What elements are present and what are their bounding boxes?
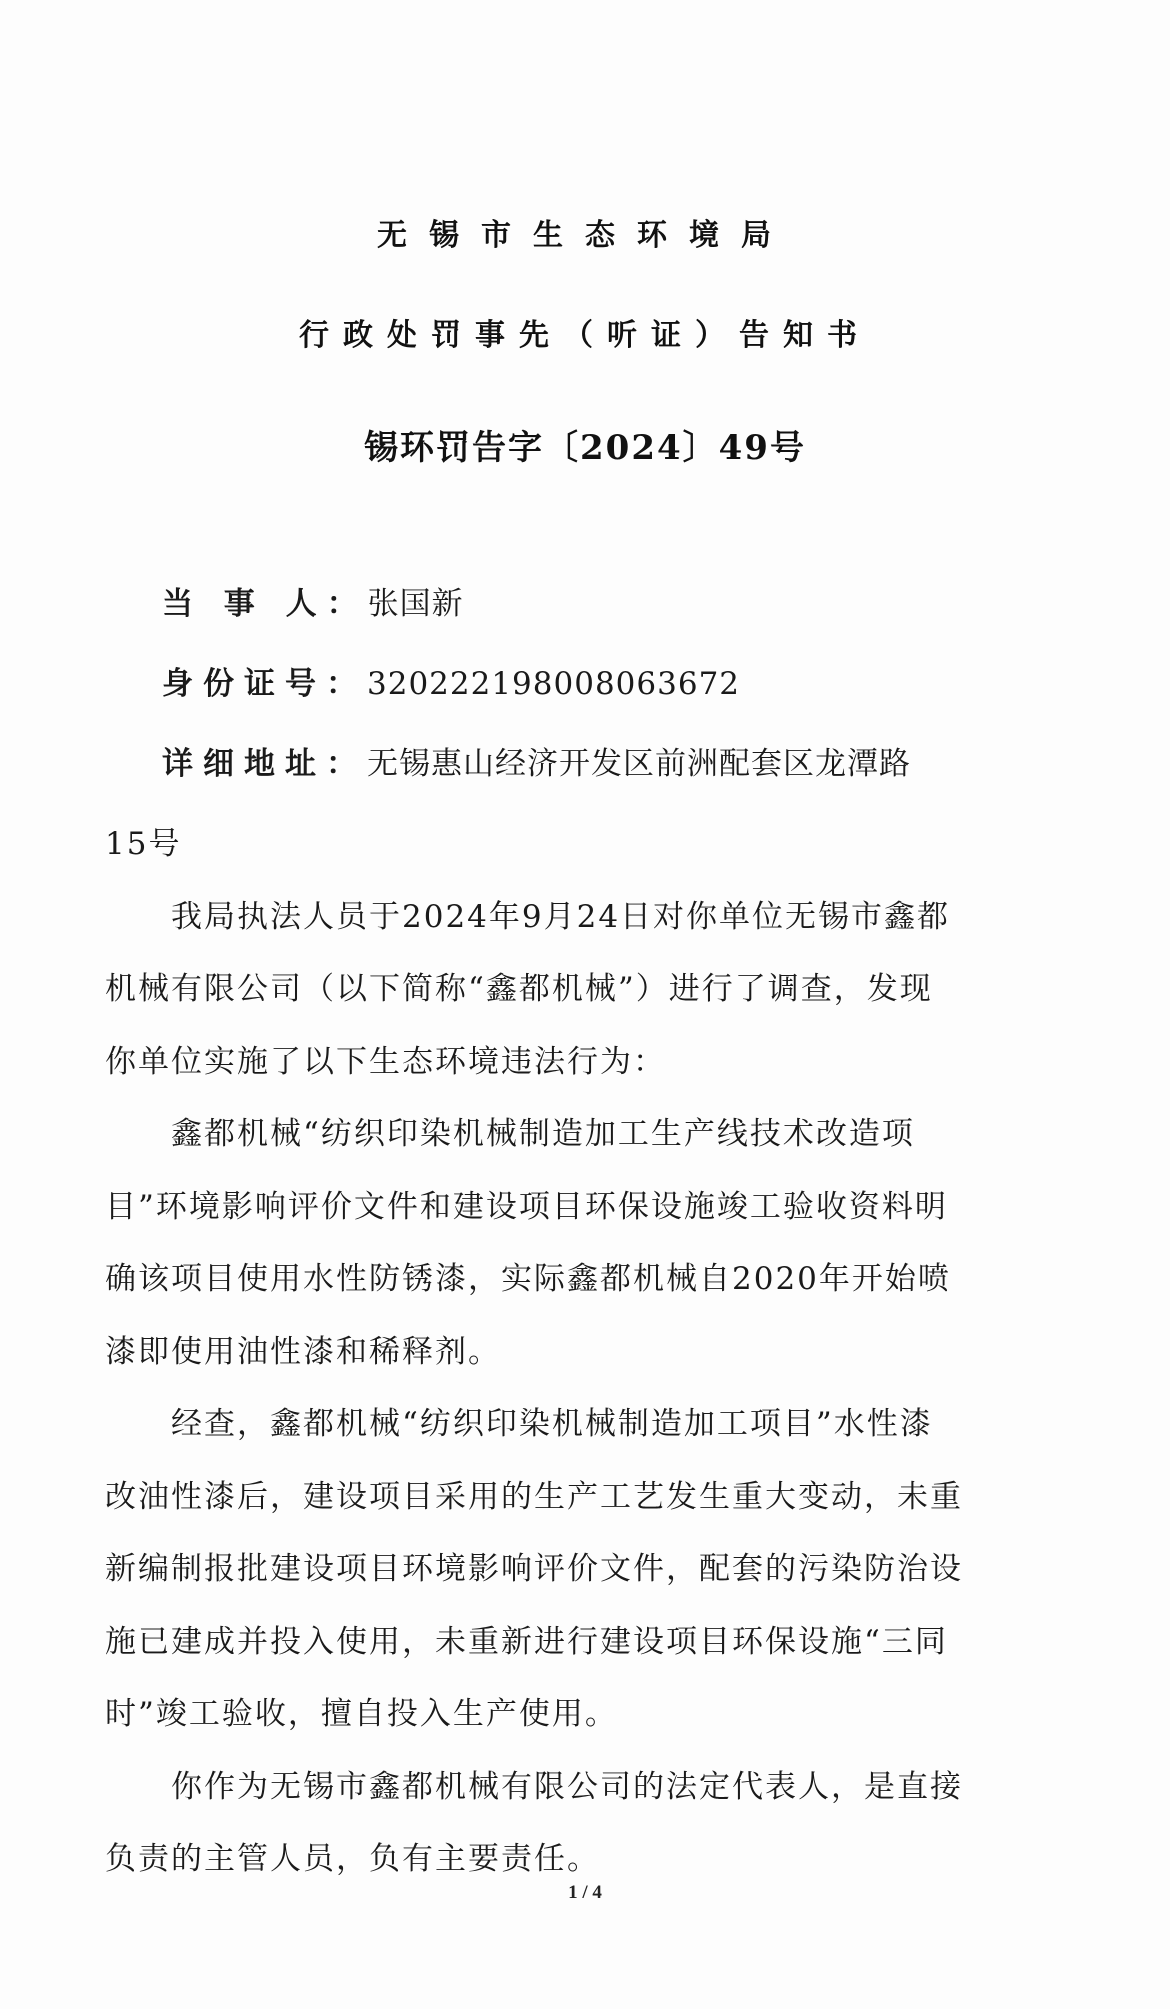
party-address-label: 详细地址：: [162, 746, 367, 782]
body-line: 目”环境影响评价文件和建设项目环保设施竣工验收资料明: [105, 1189, 948, 1225]
party-name-value: 张国新: [367, 586, 464, 622]
body-line: 机械有限公司（以下简称“鑫都机械”）进行了调查，发现: [105, 971, 933, 1007]
body-line: 你作为无锡市鑫都机械有限公司的法定代表人，是直接: [105, 1769, 963, 1805]
body-line: 时”竣工验收，擅自投入生产使用。: [105, 1696, 618, 1732]
document-number: 锡环罚告字〔2024〕49号: [364, 428, 806, 468]
party-id-label: 身份证号：: [162, 666, 367, 702]
body-line: 确该项目使用水性防锈漆，实际鑫都机械自2020年开始喷: [105, 1261, 951, 1297]
body-line: 漆即使用油性漆和稀释剂。: [105, 1334, 501, 1370]
body-line: 施已建成并投入使用，未重新进行建设项目环保设施“三同: [105, 1624, 948, 1660]
body-line: 经查，鑫都机械“纺织印染机械制造加工项目”水性漆: [105, 1406, 933, 1442]
party-address-value: 无锡惠山经济开发区前洲配套区龙潭路: [367, 746, 911, 782]
party-name-row: [162, 578, 464, 623]
body-line: 15号: [105, 826, 182, 862]
party-id-value: 320222198008063672: [367, 666, 741, 702]
body-line: 你单位实施了以下生态环境违法行为：: [105, 1044, 666, 1080]
body-line: 改油性漆后，建设项目采用的生产工艺发生重大变动，未重: [105, 1479, 963, 1515]
document-title-agency: 无锡市生态环境局: [377, 218, 793, 253]
body-line: 鑫都机械“纺织印染机械制造加工生产线技术改造项: [105, 1116, 915, 1152]
body-line: 负责的主管人员，负有主要责任。: [105, 1841, 600, 1877]
body-line: 我局执法人员于2024年9月24日对你单位无锡市鑫都: [105, 899, 951, 935]
party-address-row: [162, 738, 911, 783]
party-name-label: 当 事 人：: [162, 586, 368, 622]
body-line: 新编制报批建设项目环境影响评价文件，配套的污染防治设: [105, 1551, 963, 1587]
party-id-row: [162, 658, 740, 703]
document-title-notice: 行政处罚事先（听证）告知书: [299, 318, 871, 353]
page-indicator: 1 / 4: [568, 1882, 602, 1903]
